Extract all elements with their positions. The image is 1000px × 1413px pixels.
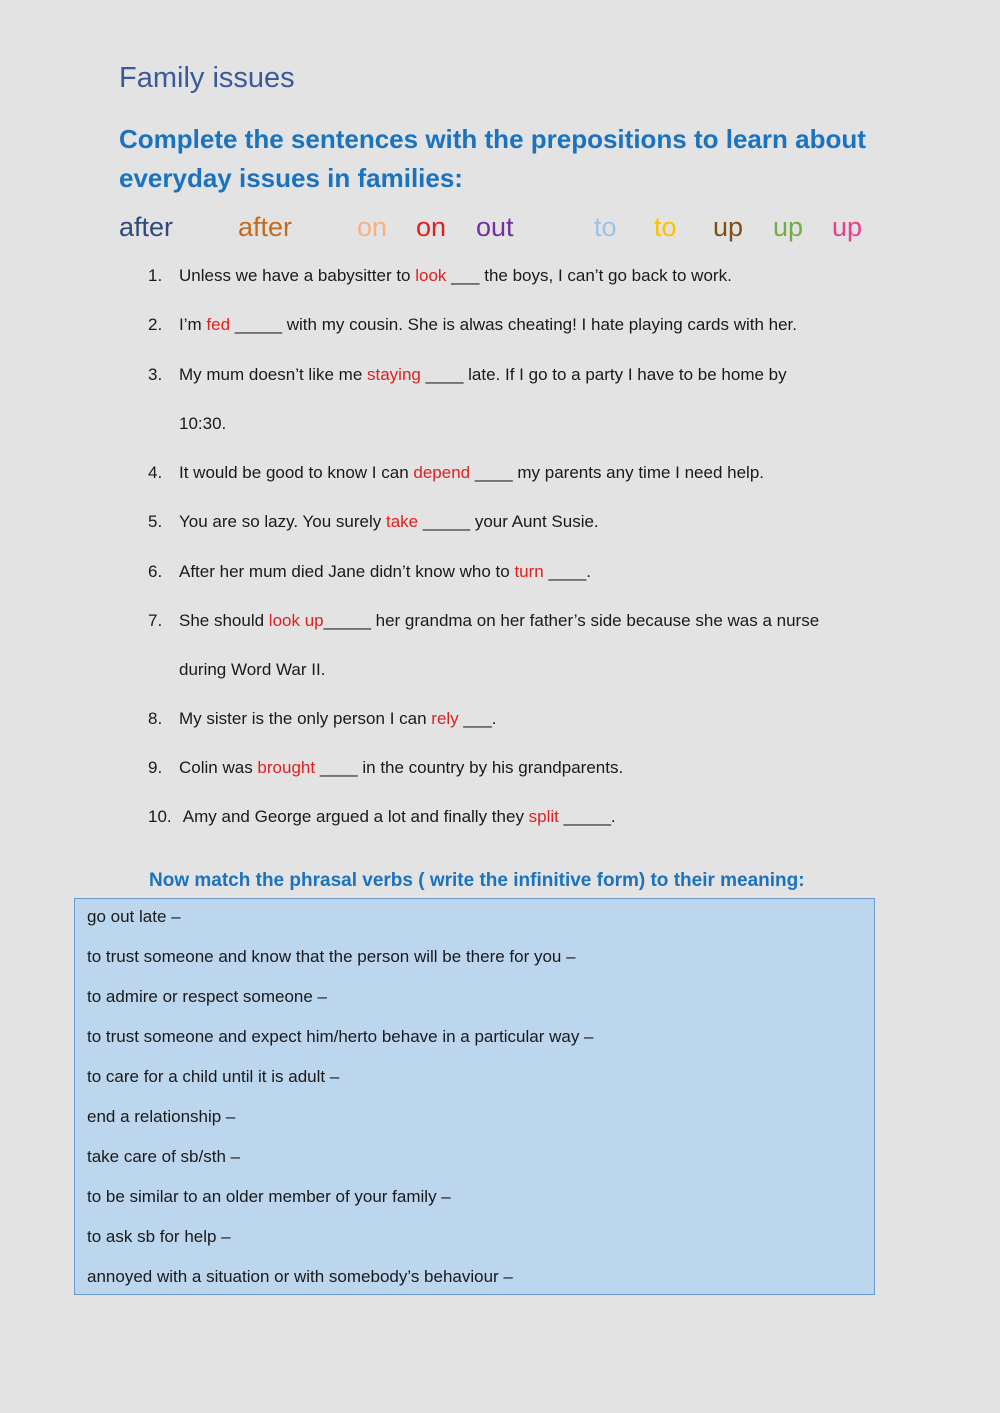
sentence-item xyxy=(148,758,623,778)
sentence-item xyxy=(148,611,819,631)
sentence-text: _____ with my cousin. She is alwas cheating! I hate playing cards with her. xyxy=(230,315,798,334)
sentence-item xyxy=(148,807,616,827)
phrasal-verb: split xyxy=(528,807,559,826)
sentence-number: 6. xyxy=(148,562,163,581)
sentence-text: Amy and George argued a lot and finally they xyxy=(179,807,529,826)
phrasal-verb: take xyxy=(385,512,419,531)
sentence-text: ____ late. If I go to a party I have to be home by xyxy=(420,365,787,384)
phrasal-verb: brought xyxy=(257,758,316,777)
word-bank-item: up xyxy=(832,212,863,242)
phrasal-verb: fed xyxy=(206,315,231,334)
meaning-item: to admire or respect someone – xyxy=(87,987,328,1006)
sentence-text: ____ my parents any time I need help. xyxy=(470,463,765,482)
meaning-item: to care for a child until it is adult – xyxy=(87,1067,340,1086)
sentence-text: My mum doesn’t like me xyxy=(179,365,367,384)
word-bank-item: on xyxy=(416,212,447,242)
sentence-text: It would be good to know I can xyxy=(179,463,414,482)
sentence-item xyxy=(148,365,787,385)
instructions-heading: Complete the sentences with the prepositions to learn about everyday issues in families: xyxy=(119,124,866,193)
sentence-text: ____. xyxy=(543,562,592,581)
sentence-text: 10:30. xyxy=(179,414,227,433)
sentence-text: ___. xyxy=(458,709,497,728)
sentence-number: 1. xyxy=(148,266,163,285)
sentence-text: After her mum died Jane didn’t know who to xyxy=(179,562,515,581)
meaning-item: take care of sb/sth – xyxy=(87,1147,241,1166)
sentence-text: She should xyxy=(179,611,269,630)
meaning-item: to trust someone and know that the person will be there for you – xyxy=(87,947,576,966)
sentence-item xyxy=(148,512,599,532)
sentence-text: Unless we have a babysitter to xyxy=(179,266,416,285)
sentence-text: You are so lazy. You surely xyxy=(179,512,386,531)
sentence-item xyxy=(148,266,732,286)
meaning-item: to ask sb for help – xyxy=(87,1227,231,1246)
meaning-item: annoyed with a situation or with somebody’s behaviour – xyxy=(87,1267,513,1286)
sentence-number: 9. xyxy=(148,758,163,777)
word-bank-item: after xyxy=(238,212,293,242)
sentence-text: My sister is the only person I can xyxy=(179,709,432,728)
sentence-number: 3. xyxy=(148,365,163,384)
sentence-text: ____ in the country by his grandparents. xyxy=(315,758,624,777)
sentence-number: 4. xyxy=(148,463,163,482)
word-bank-item: on xyxy=(357,212,388,242)
phrasal-verb: depend xyxy=(413,463,471,482)
page-title: Family issues xyxy=(119,62,295,94)
sentence-text: _____. xyxy=(558,807,616,826)
sentence-item xyxy=(148,315,797,335)
meaning-item: to be similar to an older member of your family – xyxy=(87,1187,451,1206)
phrasal-verb: staying xyxy=(367,365,421,384)
word-bank-item: up xyxy=(773,212,804,242)
sentence-item xyxy=(148,463,764,483)
sentence-text: ___ the boys, I can’t go back to work. xyxy=(446,266,732,285)
word-bank-item: up xyxy=(713,212,744,242)
sentence-item xyxy=(148,562,591,582)
sentence-text: Colin was xyxy=(179,758,258,777)
sentence-number: 10. xyxy=(148,807,172,826)
phrasal-verb: turn xyxy=(514,562,544,581)
sentence-text: _____ your Aunt Susie. xyxy=(418,512,599,531)
sentence-text: _____ her grandma on her father’s side because she was a nurse xyxy=(323,611,820,630)
match-heading: Now match the phrasal verbs ( write the infinitive form) to their meaning: xyxy=(149,870,805,891)
sentence-item xyxy=(148,709,497,729)
word-bank-item: to xyxy=(594,212,617,242)
sentence-number: 7. xyxy=(148,611,163,630)
word-bank-item: after xyxy=(119,212,174,242)
sentence-number: 5. xyxy=(148,512,163,531)
sentence-text: during Word War II. xyxy=(179,660,326,679)
sentence-number: 8. xyxy=(148,709,163,728)
meaning-item: go out late – xyxy=(87,907,181,926)
sentence-number: 2. xyxy=(148,315,163,334)
phrasal-verb: look xyxy=(415,266,447,285)
word-bank-item: out xyxy=(476,212,514,242)
phrasal-verb: look up xyxy=(268,611,324,630)
phrasal-verb: rely xyxy=(431,709,459,728)
sentence-text: I’m xyxy=(179,315,207,334)
meanings-box xyxy=(74,898,875,1295)
meaning-item: end a relationship – xyxy=(87,1107,236,1126)
word-bank-item: to xyxy=(654,212,677,242)
meaning-item: to trust someone and expect him/herto behave in a particular way – xyxy=(87,1027,594,1046)
